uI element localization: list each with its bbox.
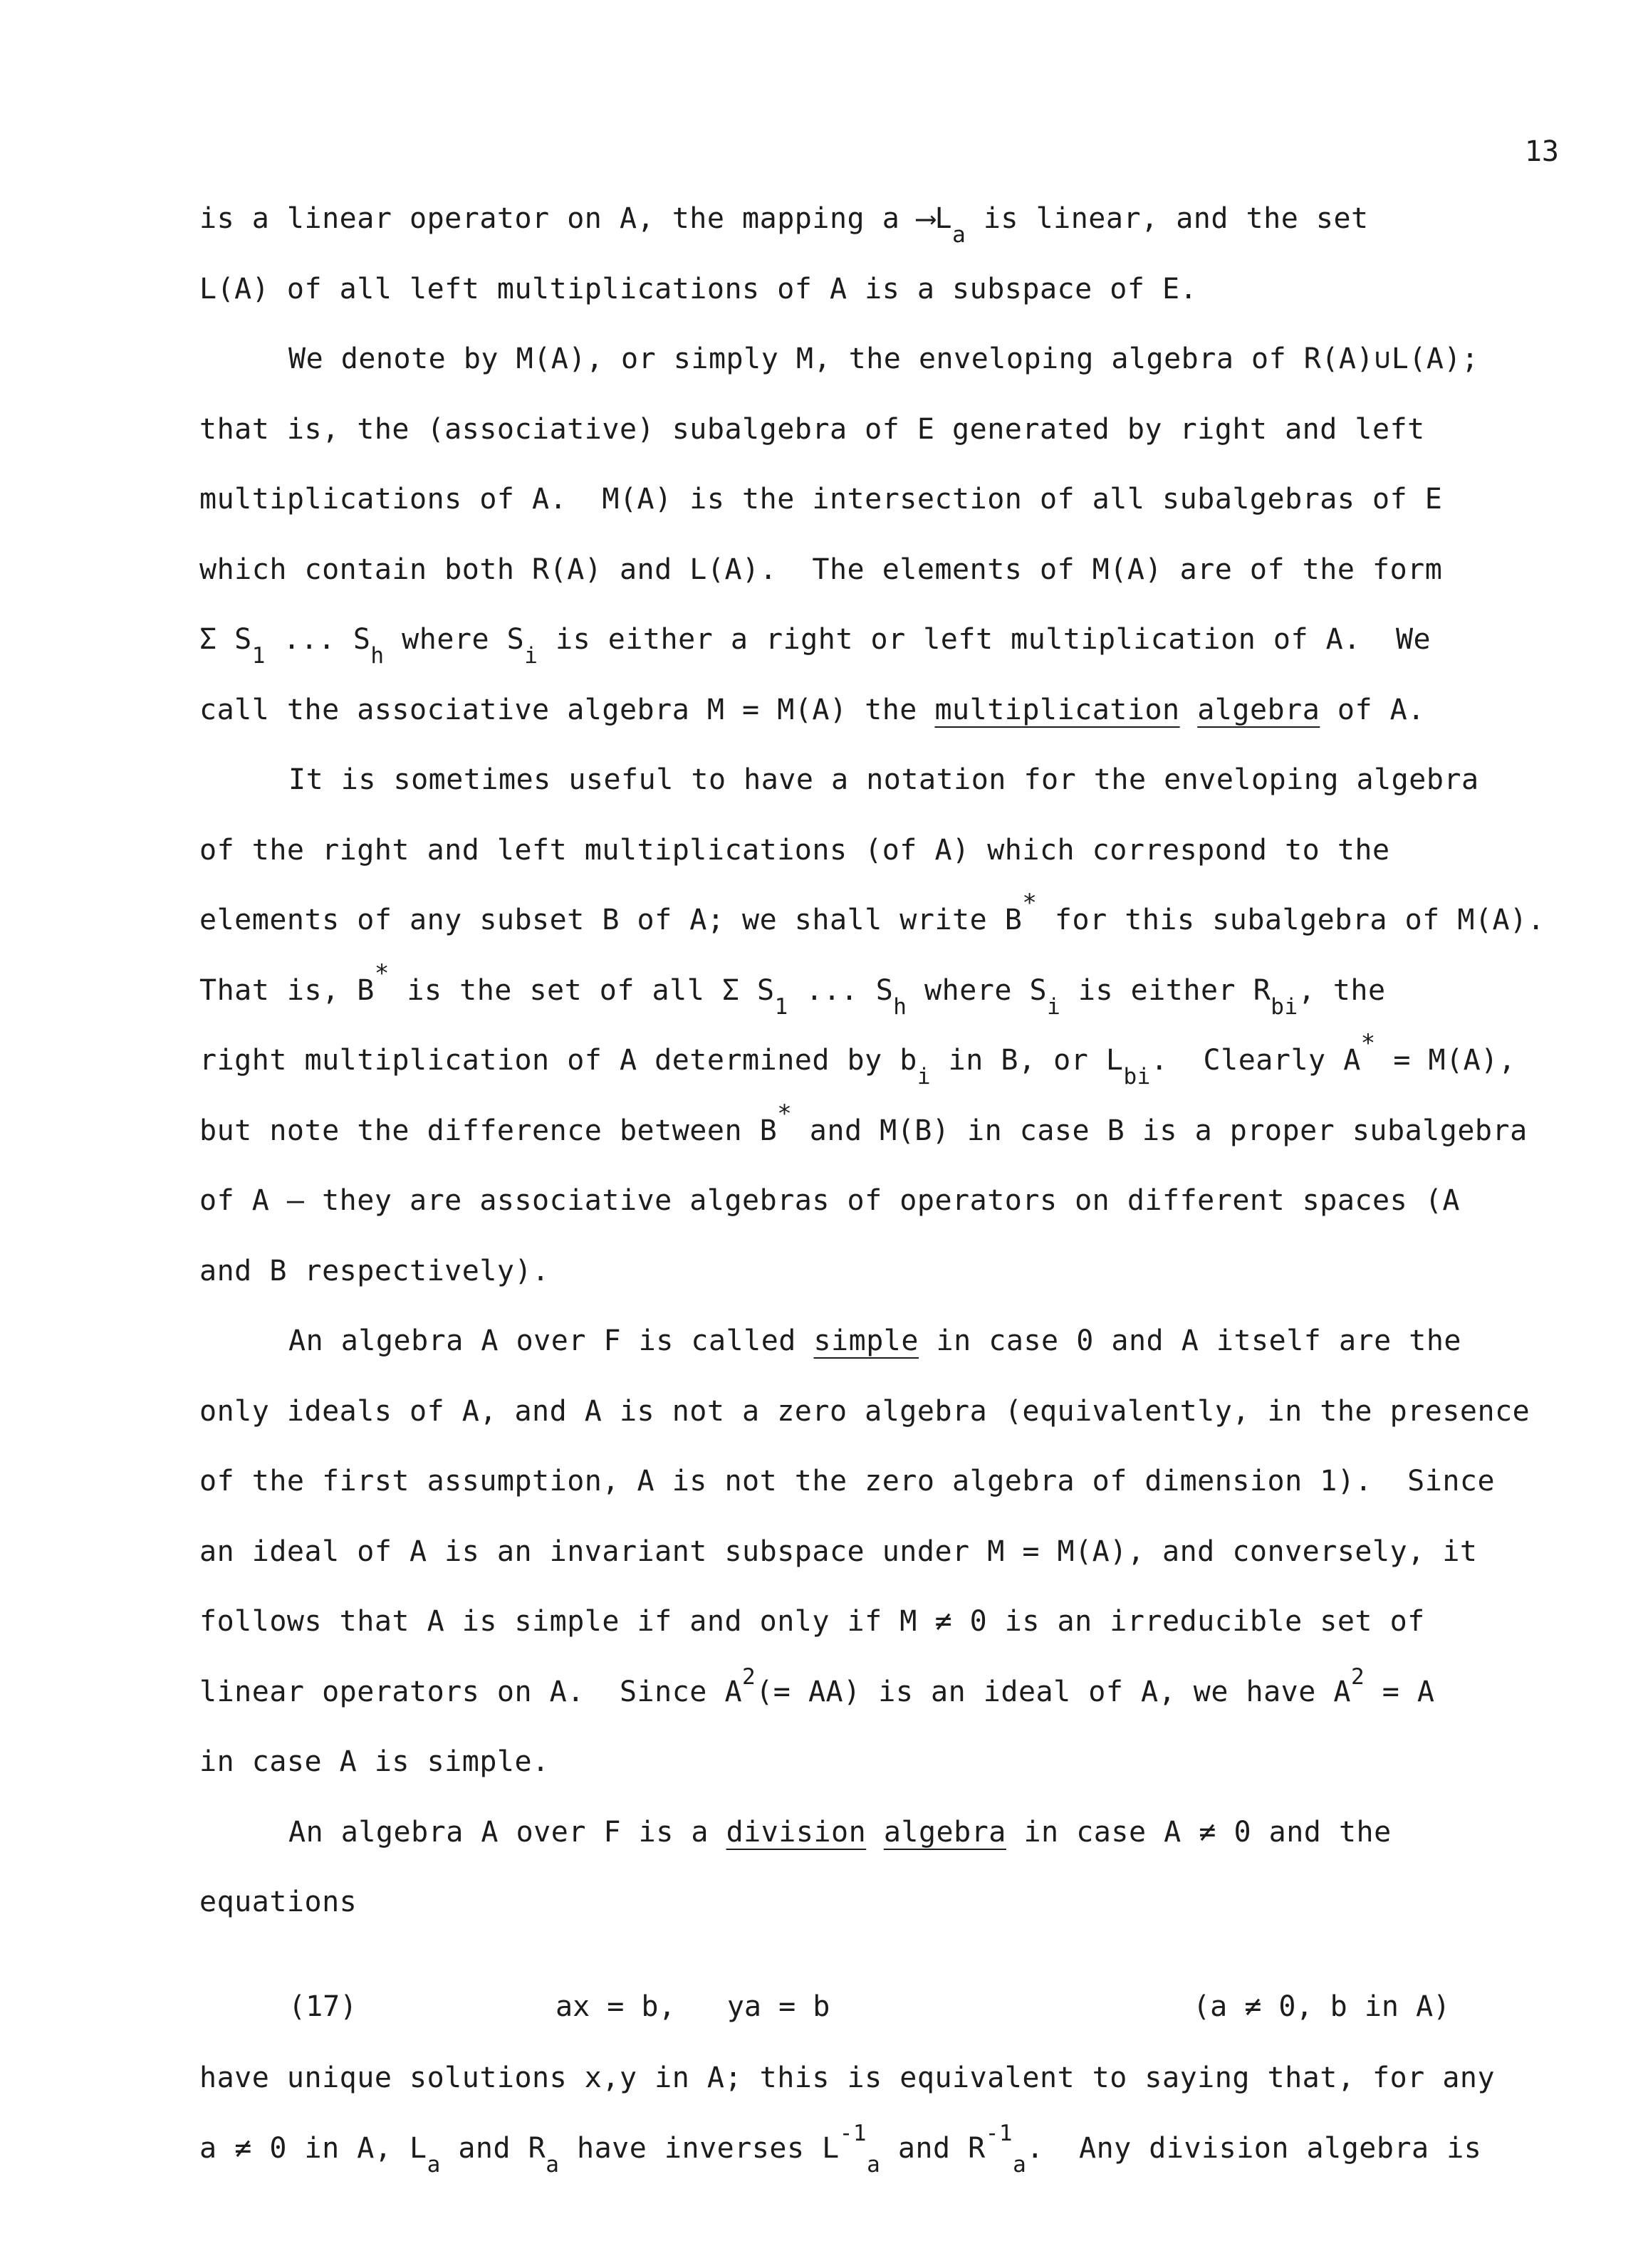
text-run: It is sometimes useful to have a notation for the enveloping algebra bbox=[288, 763, 1479, 796]
text-run: is either R bbox=[1060, 973, 1271, 1007]
superscript: -1 bbox=[985, 2120, 1013, 2146]
text-run: L bbox=[934, 202, 953, 235]
text-run bbox=[1180, 694, 1198, 726]
subscript: i bbox=[917, 1064, 932, 1089]
star-superscript: * bbox=[1022, 889, 1038, 917]
equation-condition: (a ≠ 0, b in A) bbox=[1193, 1990, 1451, 2023]
underlined-term: algebra bbox=[883, 1815, 1006, 1849]
text-run: and B respectively). bbox=[199, 1254, 550, 1287]
text-run: have inverses L bbox=[559, 2131, 840, 2165]
text-run bbox=[866, 1816, 884, 1849]
text-run: That is, B bbox=[199, 973, 375, 1007]
underlined-term: multiplication bbox=[934, 693, 1180, 726]
subscript: b bbox=[1123, 1064, 1137, 1089]
subscript: a bbox=[546, 2151, 560, 2178]
text-line bbox=[199, 1744, 550, 1780]
text-run: in B, or L bbox=[931, 1044, 1124, 1077]
text-run: in case 0 and A itself are the bbox=[918, 1324, 1462, 1357]
text-run: of A. bbox=[1320, 693, 1425, 726]
text-run: An algebra A over F is called bbox=[288, 1324, 814, 1357]
text-run: follows that A is simple if and only if M ≠ 0 is an irreducible set of bbox=[199, 1605, 1425, 1638]
subscript: i bbox=[1047, 993, 1061, 1020]
superscript: 2 bbox=[742, 1663, 756, 1690]
text-line bbox=[199, 889, 1545, 939]
equation-number: (17) bbox=[288, 1990, 358, 2023]
text-line bbox=[199, 832, 1390, 868]
math-symbol: ∪ bbox=[1374, 343, 1392, 375]
text-line bbox=[288, 1323, 1461, 1359]
text-run: elements of any subset B of A; we shall write B bbox=[199, 904, 1023, 936]
text-run: . Clearly A bbox=[1150, 1044, 1361, 1077]
subscript: 1 bbox=[774, 993, 788, 1020]
text-line bbox=[199, 1253, 550, 1289]
subscript: a bbox=[952, 222, 966, 248]
subscript: i bbox=[524, 643, 538, 669]
underlined-term: simple bbox=[813, 1324, 919, 1357]
text-line bbox=[199, 1463, 1495, 1499]
text-run: a ≠ 0 in A, L bbox=[199, 2131, 427, 2165]
underlined-term: division bbox=[726, 1815, 867, 1849]
text-run: of the first assumption, A is not the zero algebra of dimension 1). Since bbox=[199, 1465, 1496, 1498]
text-run: multiplications of A. M(A) is the intersection of all subalgebras of E bbox=[199, 483, 1443, 516]
text-run: which contain both R(A) and L(A). The elements of M(A) are of the form bbox=[199, 553, 1443, 586]
text-run: call the associative algebra M = M(A) the bbox=[199, 693, 935, 726]
text-run: = M(A), bbox=[1375, 1044, 1516, 1077]
text-line bbox=[199, 1534, 1478, 1569]
text-line bbox=[199, 201, 1369, 248]
text-run: ... S bbox=[265, 623, 371, 656]
text-line bbox=[288, 762, 1479, 798]
text-run: (= AA) is an ideal of A, we have A bbox=[756, 1675, 1352, 1708]
text-run: where S bbox=[907, 973, 1048, 1007]
text-run: equations bbox=[199, 1886, 358, 1918]
text-line bbox=[199, 271, 1197, 307]
text-run: L(A); bbox=[1391, 343, 1479, 375]
subscript: b bbox=[1271, 993, 1285, 1020]
text-run: is the set of all Σ S bbox=[389, 973, 775, 1007]
text-run: , the bbox=[1298, 973, 1386, 1007]
text-run: is linear, and the set bbox=[966, 202, 1369, 235]
star-superscript: * bbox=[1360, 1029, 1376, 1057]
text-line bbox=[199, 1394, 1530, 1429]
text-run: that is, the (associative) subalgebra of E generated by right and left bbox=[199, 412, 1425, 446]
text-line bbox=[199, 1183, 1460, 1218]
text-run: of the right and left multiplications (of A) which correspond to the bbox=[199, 833, 1390, 867]
text-run: Σ S bbox=[199, 623, 252, 656]
subscript: a bbox=[867, 2151, 881, 2178]
text-run: = A bbox=[1365, 1675, 1435, 1708]
text-run: an ideal of A is an invariant subspace under M = M(A), and conversely, it bbox=[199, 1535, 1478, 1568]
text-run: only ideals of A, and A is not a zero algebra (equivalently, in the presence bbox=[199, 1394, 1530, 1428]
text-run: for this subalgebra of M(A). bbox=[1037, 904, 1545, 936]
text-run: in case A is simple. bbox=[199, 1745, 550, 1778]
text-line bbox=[199, 412, 1425, 447]
text-line bbox=[288, 1814, 1392, 1850]
text-line bbox=[199, 1663, 1435, 1712]
text-run: have unique solutions x,y in A; this is equivalent to saying that, for any bbox=[199, 2061, 1496, 2094]
superscript: 2 bbox=[1351, 1663, 1365, 1690]
text-run: ... S bbox=[788, 973, 894, 1007]
subscript: h bbox=[893, 993, 907, 1020]
text-run: L(A) of all left multiplications of A is a subspace of E. bbox=[199, 272, 1198, 305]
subscript: i bbox=[1284, 993, 1298, 1020]
text-run: but note the difference between B bbox=[199, 1114, 778, 1147]
star-superscript: * bbox=[374, 958, 390, 988]
equation-body: ax = b, ya = b bbox=[556, 1990, 830, 2023]
text-line bbox=[199, 1099, 1528, 1150]
subscript: i bbox=[1137, 1064, 1151, 1089]
text-line bbox=[199, 622, 1431, 669]
text-run: and R bbox=[880, 2131, 986, 2165]
text-run: is a linear operator on A, the mapping a bbox=[199, 202, 917, 235]
text-line bbox=[199, 1604, 1425, 1639]
text-line bbox=[199, 2120, 1482, 2178]
text-run: and R bbox=[440, 2131, 546, 2165]
text-run: is either a right or left multiplication of A. We bbox=[538, 623, 1431, 656]
text-run: . Any division algebra is bbox=[1026, 2131, 1482, 2165]
subscript: a bbox=[427, 2151, 441, 2178]
text-line bbox=[288, 341, 1479, 377]
superscript: -1 bbox=[839, 2120, 867, 2146]
star-superscript: * bbox=[777, 1099, 793, 1128]
text-line bbox=[199, 958, 1386, 1020]
text-line bbox=[199, 552, 1442, 587]
text-run: An algebra A over F is a bbox=[288, 1815, 726, 1849]
text-run: We denote by M(A), or simply M, the enveloping algebra of R(A) bbox=[288, 343, 1375, 375]
text-run: and M(B) in case B is a proper subalgebra bbox=[792, 1114, 1528, 1147]
math-symbol: ⟶ bbox=[917, 202, 935, 235]
subscript: h bbox=[370, 643, 385, 669]
text-line bbox=[199, 692, 1425, 728]
underlined-term: algebra bbox=[1197, 693, 1320, 726]
text-line bbox=[199, 481, 1442, 517]
text-run: where S bbox=[384, 623, 525, 656]
text-run: right multiplication of A determined by b bbox=[199, 1044, 917, 1077]
text-line bbox=[199, 2060, 1495, 2096]
text-run: in case A ≠ 0 and the bbox=[1006, 1815, 1392, 1849]
page-number: 13 bbox=[1524, 135, 1559, 168]
subscript: 1 bbox=[251, 643, 266, 669]
text-run: linear operators on A. Since A bbox=[199, 1675, 743, 1708]
text-line bbox=[199, 1884, 357, 1920]
subscript: a bbox=[1013, 2151, 1027, 2178]
text-line bbox=[199, 1029, 1516, 1089]
text-run: of A — they are associative algebras of operators on different spaces (A bbox=[199, 1184, 1460, 1217]
